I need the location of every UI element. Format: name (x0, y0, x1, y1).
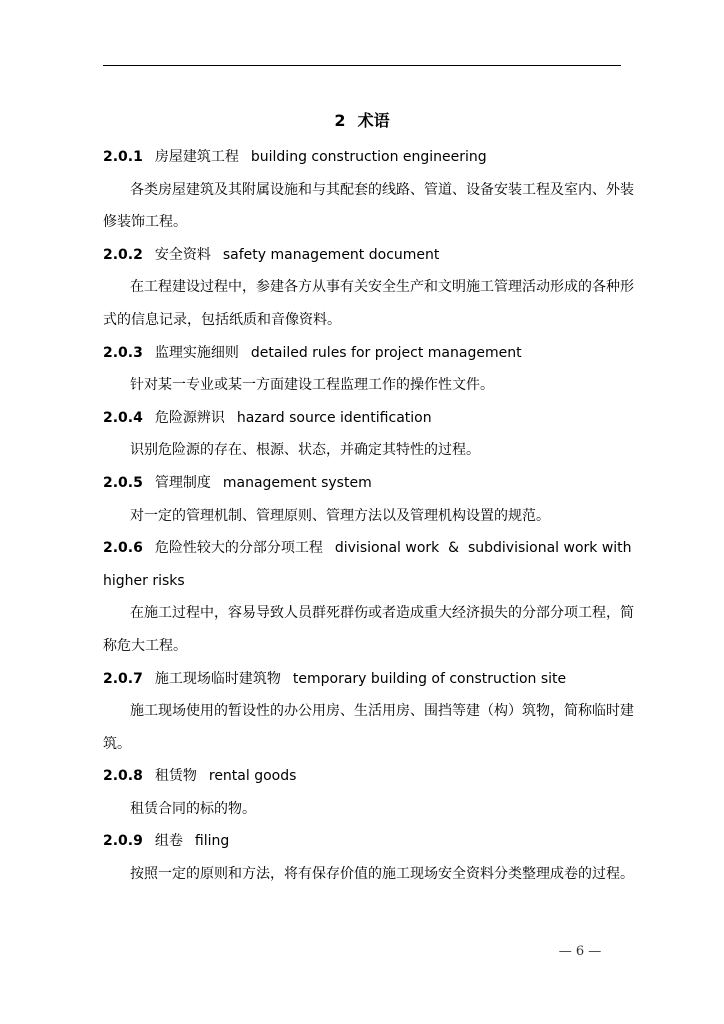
term-number: 2.0.1 (103, 149, 143, 165)
term-definition-line: 在工程建设过程中，参建各方从事有关安全生产和文明施工管理活动形成的各种形 (130, 279, 634, 296)
term-number: 2.0.7 (103, 670, 143, 687)
term-chinese-name: 管理制度 (154, 474, 211, 491)
term-chinese-name: 租赁物 (154, 768, 197, 785)
term-definition-line: 在施工过程中，容易导致人员群死群伤或者造成重大经济损失的分部分项工程，简 (130, 605, 634, 622)
term-chinese-name: 危险源辨识 (154, 409, 225, 426)
chapter-title (103, 110, 621, 132)
term-heading (103, 760, 623, 793)
term-definition-line: 式的信息记录，包括纸质和音像资料。 (103, 311, 341, 328)
term-heading (103, 239, 623, 272)
term-number: 2.0.8 (103, 768, 143, 785)
term-chinese-name: 危险性较大的分部分项工程 (154, 540, 323, 557)
term-chinese-name: 安全资料 (154, 246, 211, 263)
term-definition-line: 修装饰工程。 (103, 214, 187, 231)
term-number: 2.0.2 (103, 246, 143, 263)
term-english-name: hazard source identification (236, 409, 432, 426)
term-definition-line: 称危大工程。 (103, 637, 187, 654)
term-definition-line: 施工现场使用的暂设性的办公用房、生活用房、围挡等建（构）筑物，简称临时建 (130, 703, 634, 720)
term-chinese-name: 组卷 (154, 833, 183, 850)
chapter-title-text: 术语 (357, 111, 390, 130)
term-number: 2.0.9 (103, 833, 143, 850)
term-english-name-continued: higher risks (103, 572, 185, 589)
term-chinese-name: 房屋建筑工程 (154, 149, 239, 165)
term-number: 2.0.3 (103, 344, 143, 361)
term-english-name: rental goods (208, 768, 297, 785)
chapter-number: 2 (334, 111, 346, 130)
term-definition-line: 各类房屋建筑及其附属设施和与其配套的线路、管道、设备安装工程及室内、外装 (130, 181, 634, 198)
term-heading (103, 467, 623, 500)
term-heading (103, 402, 623, 435)
terms-list (103, 141, 634, 891)
term-definition-line: 租赁合同的标的物。 (130, 800, 256, 817)
term-number: 2.0.4 (103, 409, 143, 426)
term-definition-line: 对一定的管理机制、管理原则、管理方法以及管理机构设置的规范。 (130, 507, 550, 524)
term-definition-line: 识别危险源的存在、根源、状态，并确定其特性的过程。 (130, 442, 480, 459)
term-english-name: divisional work & subdivisional work with (334, 540, 632, 557)
term-english-name: filing (194, 833, 230, 850)
term-english-name: temporary building of construction site (292, 670, 567, 687)
term-definition-line: 筑。 (103, 735, 131, 752)
header-rule (103, 65, 621, 66)
term-definition-line: 针对某一专业或某一方面建设工程监理工作的操作性文件。 (130, 377, 494, 394)
page-number: — 6 — (558, 944, 602, 959)
term-english-name: building construction engineering (250, 149, 487, 165)
term-number: 2.0.5 (103, 474, 143, 491)
term-english-name: management system (222, 474, 372, 491)
term-english-name: detailed rules for project management (250, 344, 522, 361)
term-chinese-name: 施工现场临时建筑物 (154, 670, 281, 687)
term-heading (103, 825, 623, 858)
term-number: 2.0.6 (103, 540, 143, 557)
term-heading (103, 337, 623, 370)
term-heading (103, 141, 623, 174)
term-heading (103, 532, 632, 565)
term-english-name: safety management document (222, 246, 440, 263)
term-definition-line: 按照一定的原则和方法，将有保存价值的施工现场安全资料分类整理成卷的过程。 (130, 866, 634, 883)
term-heading (103, 663, 623, 696)
term-chinese-name: 监理实施细则 (154, 344, 239, 361)
